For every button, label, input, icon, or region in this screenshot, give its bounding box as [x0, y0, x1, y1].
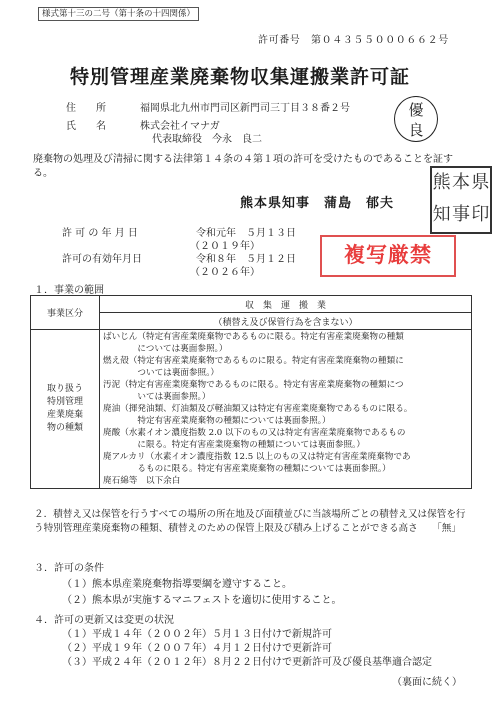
collection-transport-header: 収 集 運 搬 業 — [100, 296, 472, 313]
history-1: （１）平成１４年（２００２年）５月１３日付けで新規許可 — [62, 629, 332, 640]
waste-item: ばいじん（特定有害産業廃棄物であるものに限る。特定有害産業廃棄物の種類 — [103, 332, 404, 342]
waste-type-label — [31, 330, 100, 489]
excellence-stamp — [394, 96, 438, 142]
waste-item: 廃石綿等 以下余白 — [103, 476, 181, 486]
excellence-stamp-text: 優 良 — [408, 101, 424, 139]
waste-item: 燃え殻（特定有害産業廃棄物であるものに限る。特定有害産業廃棄物の種類に — [103, 356, 404, 366]
waste-item: 廃酸（水素イオン濃度指数 2.0 以下のもの又は特定有害産業廃棄物であるもの — [103, 428, 406, 438]
waste-item: 廃油（揮発油類、灯油類及び軽油類又は特定有害産業廃棄物であるものに限る。 — [103, 404, 413, 414]
waste-item: に限る。特定有害産業廃棄物の種類については裏面参照。） — [103, 440, 365, 450]
company-name: 株式会社イマナガ — [140, 121, 220, 132]
section-1-heading: １．事業の範囲 — [34, 285, 104, 296]
seal-char: 本 — [451, 172, 470, 193]
continued-note: （裏面に続く） — [392, 677, 462, 688]
collection-transport-note: （積替え及び保管行為を含まない） — [100, 313, 472, 330]
waste-type-label-line: 物の種類 — [46, 423, 83, 433]
no-copy-stamp: 複写厳禁 — [320, 235, 456, 277]
waste-type-label-line: 産業廃棄 — [46, 410, 83, 420]
business-scope-table — [30, 295, 472, 489]
condition-2: （２）熊本県が実施するマニフェストを適切に使用すること。 — [62, 595, 342, 606]
waste-item: 特定有害産業廃棄物の種類については裏面参照。） — [103, 416, 331, 426]
permit-date-value: 令和元年 ５月１３日 — [196, 228, 296, 239]
expiry-date-label: 許可の有効年月日 — [62, 254, 142, 265]
expiry-date-value: 令和８年 ５月１２日 — [196, 254, 296, 265]
history-3: （３）平成２４年（２０１２年）８月２２日付けで更新許可及び優良基準適合認定 — [62, 657, 432, 668]
permit-number: 許可番号 第０４３５５０００６６２号 — [258, 35, 449, 46]
address-value: 福岡県北九州市門司区新門司三丁目３８番２号 — [140, 103, 350, 114]
section-2-storage: ２．積替え又は保管を行うすべての場所の所在地及び面積並びに当該場所ごとの積替え又は保管を行う特別管理産業廃棄物の種類、積替えのための保管上限及び積み上げることができる高さ 「無」 — [34, 509, 466, 534]
permit-date-label: 許 可 の 年 月 日 — [62, 228, 138, 239]
business-category-label: 事業区分 — [31, 296, 100, 330]
permit-date-western: （２０１９年） — [190, 241, 260, 252]
waste-item: いては裏面参照。） — [103, 392, 211, 402]
waste-item: ついては裏面参照。） — [103, 368, 220, 378]
seal-char: 熊 — [432, 172, 451, 193]
waste-type-label-line: 特別管理 — [46, 397, 83, 407]
certification-text: 廃棄物の処理及び清掃に関する法律第１４条の４第１項の許可を受けたものであることを証する。 — [33, 154, 453, 179]
condition-1: （１）熊本県産業廃棄物指導要綱を遵守すること。 — [62, 579, 292, 590]
name-label: 氏 名 — [66, 121, 106, 132]
section-4-heading: ４．許可の更新又は変更の状況 — [34, 615, 174, 626]
address-label: 住 所 — [66, 103, 106, 114]
waste-item: るものに限る。特定有害産業廃棄物の種類については裏面参照。） — [103, 464, 391, 474]
waste-type-label-line: 取り扱う — [46, 384, 83, 394]
waste-item: 廃アルカリ（水素イオン濃度指数 12.5 以上のもの又は特定有害産業廃棄物であ — [103, 452, 411, 462]
waste-item: については裏面参照。） — [103, 344, 228, 354]
form-number: 様式第十三の二号（第十条の十四関係） — [38, 7, 199, 21]
representative-name: 代表取締役 今永 良二 — [152, 134, 262, 145]
expiry-date-western: （２０２６年） — [190, 267, 260, 278]
seal-char: 事 — [451, 204, 470, 225]
issuer-governor: 熊本県知事 蒲島 郁夫 — [240, 196, 395, 211]
section-3-heading: ３．許可の条件 — [34, 563, 104, 574]
waste-item: 汚泥（特定有害産業廃棄物であるものに限る。特定有害産業廃棄物の種類につ — [103, 380, 404, 390]
seal-char: 印 — [471, 204, 490, 225]
history-2: （２）平成１９年（２００７年）４月１２日付けで更新許可 — [62, 643, 332, 654]
document-title: 特別管理産業廃棄物収集運搬業許可証 — [70, 66, 411, 88]
seal-char: 知 — [432, 204, 451, 225]
official-seal — [430, 166, 492, 234]
seal-char: 県 — [471, 172, 490, 193]
waste-type-list — [100, 330, 472, 489]
